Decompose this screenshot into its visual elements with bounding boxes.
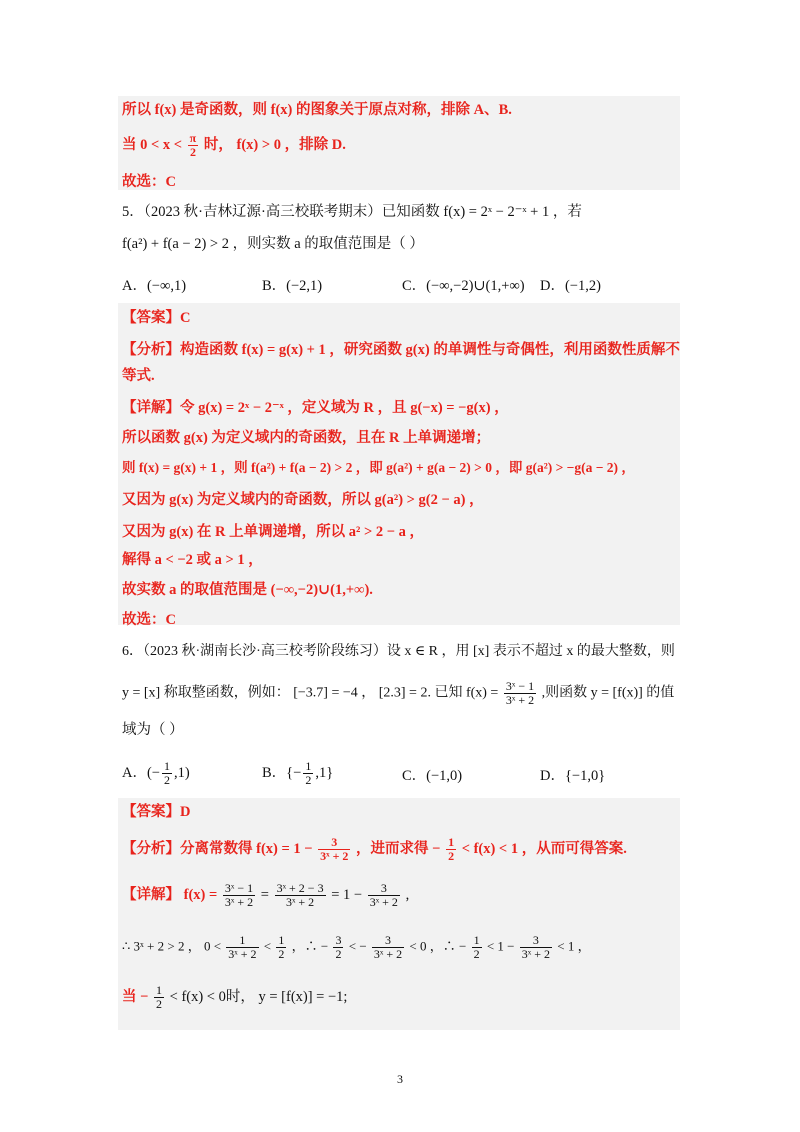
page-number: 3 — [397, 1072, 403, 1086]
option-b: B．{− $\frac{1}{2}$ ,1} — [262, 759, 334, 787]
option-c: C．(−∞,−2)∪(1,+∞) — [402, 278, 525, 294]
detail-line: 所以函数 g(x) 为定义域内的奇函数，且在 R 上单调递增； — [122, 430, 491, 446]
detail-line: 解得 a < −2 或 a > 1 ， — [122, 552, 263, 568]
question-5-stem: f(a²) + f(a − 2) > 2 ，则实数 a 的取值范围是（ ） — [122, 236, 424, 252]
final-choice: 故选：C — [122, 612, 176, 628]
detail-line: 则 f(x) = g(x) + 1 ，则 f(a²) + f(a − 2) > 2 ，即 g(a²) + g(a − 2) > 0 ，即 g(a²) > −g(a − 2) ， — [122, 460, 635, 475]
question-6-stem: y = [x] 称取整函数，例如： [−3.7] = −4 ， [2.3] = 2. 已知 f(x) = $\frac{\text{3ˣ − 1}}{\text{3ˣ + 2}}$ ,则函数 y = [f(x)] 的值 — [122, 679, 675, 707]
solution-line: 当 0 < x < $\frac{\pi}{2}$ 时， f(x) > 0 ，排除 D. — [122, 131, 346, 159]
analysis-line: 【分析】构造函数 f(x) = g(x) + 1 ，研究函数 g(x) 的单调性与奇偶性，利用函数性质解不 — [122, 342, 680, 358]
analysis-line: 等式. — [122, 368, 155, 384]
question-6-stem: 6．（2023 秋·湖南长沙·高三校考阶段练习）设 x ∈ R ，用 [x] 表示不超过 x 的最大整数，则 — [122, 644, 675, 659]
detail-line: 【详解】 f(x) = $\frac{\text{3ˣ − 1}}{\text{3ˣ + 2}}$ = $\frac{\text{3ˣ + 2 − 3}}{\text{3ˣ + 2}}$ = 1 − $\frac{3}{\text{3ˣ + 2}}$ , — [122, 881, 410, 909]
detail-line: ∴ 3ˣ + 2 > 2 ， 0 < $\frac{1}{\text{3ˣ + 2}}$ < $\frac{1}{2}$ ，∴ − $\frac{3}{2}$ < − $\frac{3}{\text{3ˣ + 2}}$ < 0 ，∴ − $\frac{1}{2}$ < 1 − $\frac{3}{\text{3ˣ + 2}}$ < 1 ， — [122, 933, 591, 961]
detail-line: 【详解】令 g(x) = 2ˣ − 2⁻ˣ ，定义域为 R ，且 g(−x) = −g(x) ， — [122, 400, 509, 416]
solution-line: 所以 f(x) 是奇函数，则 f(x) 的图象关于原点对称，排除 A、B. — [122, 102, 512, 118]
answer-label: 【答案】C — [122, 310, 191, 326]
detail-line: 又因为 g(x) 在 R 上单调递增，所以 a² > 2 − a ， — [122, 524, 424, 540]
question-5-stem: 5．（2023 秋·吉林辽源·高三校联考期末）已知函数 f(x) = 2ˣ − 2⁻ˣ + 1 ，若 — [122, 204, 582, 220]
option-c: C．(−1,0) — [402, 768, 463, 784]
option-d: D．{−1,0} — [540, 768, 606, 784]
option-d: D．(−1,2) — [540, 278, 601, 294]
detail-line: 故实数 a 的取值范围是 (−∞,−2)∪(1,+∞). — [122, 582, 373, 598]
question-6-stem: 域为（ ） — [122, 722, 184, 738]
final-choice: 故选：C — [122, 174, 176, 190]
detail-line: 当 − $\frac{1}{2}$ < f(x) < 0时， y = [f(x)] = −1; — [122, 983, 348, 1011]
option-a: A．(− $\frac{1}{2}$ ,1) — [122, 759, 190, 787]
detail-line: 又因为 g(x) 为定义域内的奇函数，所以 g(a²) > g(2 − a) ， — [122, 492, 484, 508]
analysis-line: 【分析】分离常数得 f(x) = 1 − $\frac{3}{\text{3ˣ + 2}}$ ，进而求得 − $\frac{1}{2}$ < f(x) < 1 ，从而可得答案. — [122, 835, 627, 863]
option-a: A．(−∞,1) — [122, 278, 187, 294]
answer-label: 【答案】D — [122, 804, 191, 820]
option-b: B．(−2,1) — [262, 278, 323, 294]
